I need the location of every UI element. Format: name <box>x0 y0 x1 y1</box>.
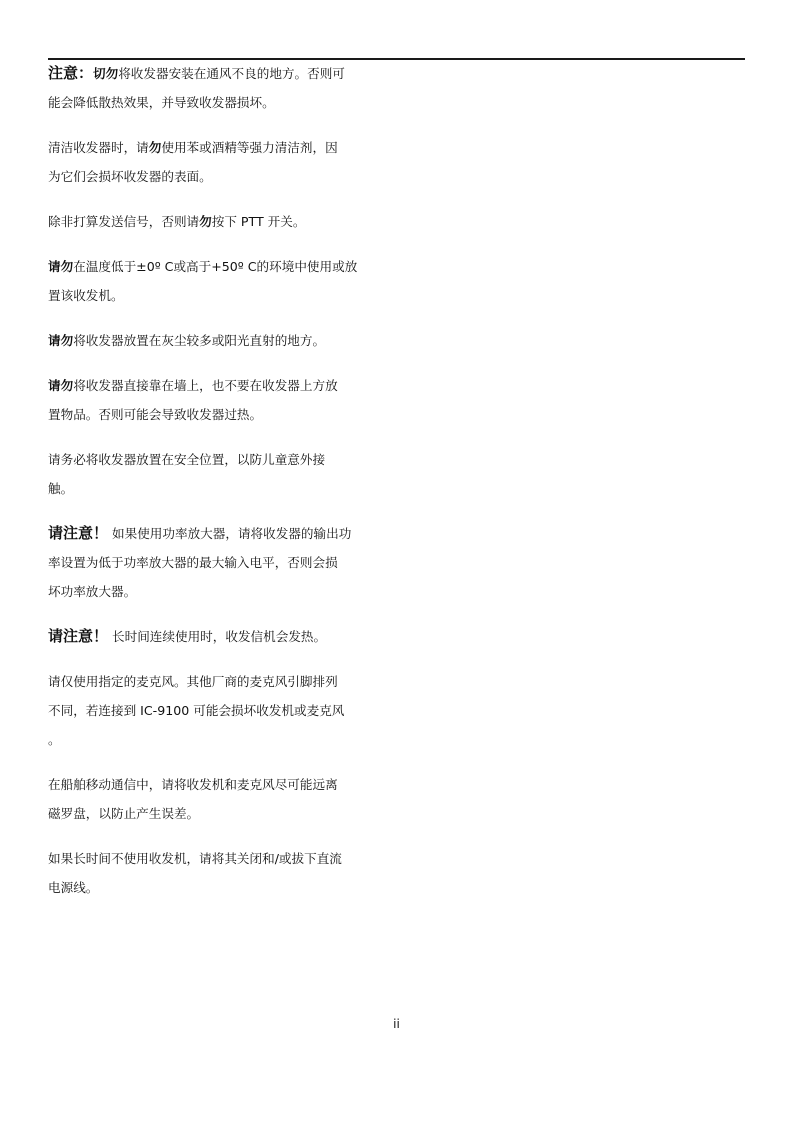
text-line <box>48 281 370 310</box>
text-line <box>48 400 370 429</box>
body-text: 在船舶移动通信中，请将收发机和麦克风尽可能远离 <box>48 777 338 792</box>
body-text: 将收发器安装在通风不良的地方。否则可 <box>118 66 345 81</box>
text-line <box>48 474 370 503</box>
text-line <box>48 133 370 162</box>
body-text: 请仅使用指定的麦克风。其他厂商的麦克风引脚排列 <box>48 674 338 689</box>
precaution-paragraph <box>48 133 370 191</box>
text-line <box>48 519 370 548</box>
emphasis-text: 请勿 <box>48 333 74 348</box>
body-text: 率设置为低于功率放大器的最大输入电平，否则会损 <box>48 555 338 570</box>
emphasis-text: 请勿 <box>48 378 74 393</box>
body-text: 能会降低散热效果，并导致收发器损坏。 <box>48 95 275 110</box>
precautions-text <box>48 59 370 918</box>
body-text: 。 <box>48 732 61 747</box>
text-line <box>48 696 370 725</box>
warning-lead: 注意： <box>48 64 94 82</box>
warning-lead: 请注意！ <box>48 627 109 645</box>
precaution-paragraph <box>48 207 370 236</box>
precaution-paragraph <box>48 770 370 828</box>
body-text: 如果使用功率放大器，请将收发器的输出功 <box>108 526 352 541</box>
body-text: 置该收发机。 <box>48 288 124 303</box>
text-line <box>48 162 370 191</box>
body-text: 触。 <box>48 481 74 496</box>
precaution-paragraph <box>48 622 370 651</box>
precaution-paragraph <box>48 371 370 429</box>
body-text: 除非打算发送信号，否则请 <box>48 214 200 229</box>
text-line <box>48 622 370 651</box>
body-text: 将收发器直接靠在墙上，也不要在收发器上方放 <box>73 378 338 393</box>
body-text: 磁罗盘，以防止产生误差。 <box>48 806 200 821</box>
precaution-paragraph <box>48 844 370 902</box>
body-text: 在温度低于±0º C或高于+50º C的环境中使用或放 <box>73 259 358 274</box>
text-line <box>48 667 370 696</box>
body-text: 为它们会损坏收发器的表面。 <box>48 169 212 184</box>
body-text: 使用苯或酒精等强力清洁剂，因 <box>161 140 338 155</box>
body-text: 将收发器放置在灰尘较多或阳光直射的地方。 <box>73 333 326 348</box>
body-text: 不同，若连接到 IC-9100 可能会损坏收发机或麦克风 <box>48 703 345 718</box>
body-text: 按下 PTT 开关。 <box>211 214 306 229</box>
body-text: 请务必将收发器放置在安全位置，以防儿童意外接 <box>48 452 326 467</box>
text-line <box>48 326 370 355</box>
body-text: 清洁收发器时，请 <box>48 140 149 155</box>
body-text: 置物品。否则可能会导致收发器过热。 <box>48 407 263 422</box>
page-number: ii <box>393 1017 400 1031</box>
emphasis-text: 勿 <box>148 140 162 155</box>
text-line <box>48 548 370 577</box>
emphasis-text: 勿 <box>199 214 212 229</box>
text-line <box>48 207 370 236</box>
precaution-paragraph <box>48 519 370 606</box>
body-text: 坏功率放大器。 <box>48 584 137 599</box>
text-line <box>48 873 370 902</box>
precaution-paragraph <box>48 667 370 754</box>
body-text: 如果长时间不使用收发机，请将其关闭和/或拔下直流 <box>48 851 342 866</box>
text-line <box>48 252 370 281</box>
text-line <box>48 725 370 754</box>
text-line <box>48 844 370 873</box>
precaution-paragraph <box>48 326 370 355</box>
body-text: 电源线。 <box>48 880 99 895</box>
text-line <box>48 88 370 117</box>
emphasis-text: 请勿 <box>48 259 74 274</box>
emphasis-text: 切勿 <box>93 66 119 81</box>
body-text: 长时间连续使用时，收发信机会发热。 <box>108 629 327 644</box>
text-line <box>48 799 370 828</box>
text-line <box>48 371 370 400</box>
warning-lead: 请注意！ <box>48 524 109 542</box>
text-line <box>48 770 370 799</box>
precaution-paragraph <box>48 59 370 117</box>
precaution-paragraph <box>48 445 370 503</box>
precaution-paragraph <box>48 252 370 310</box>
text-line <box>48 59 370 88</box>
text-line <box>48 577 370 606</box>
text-line <box>48 445 370 474</box>
